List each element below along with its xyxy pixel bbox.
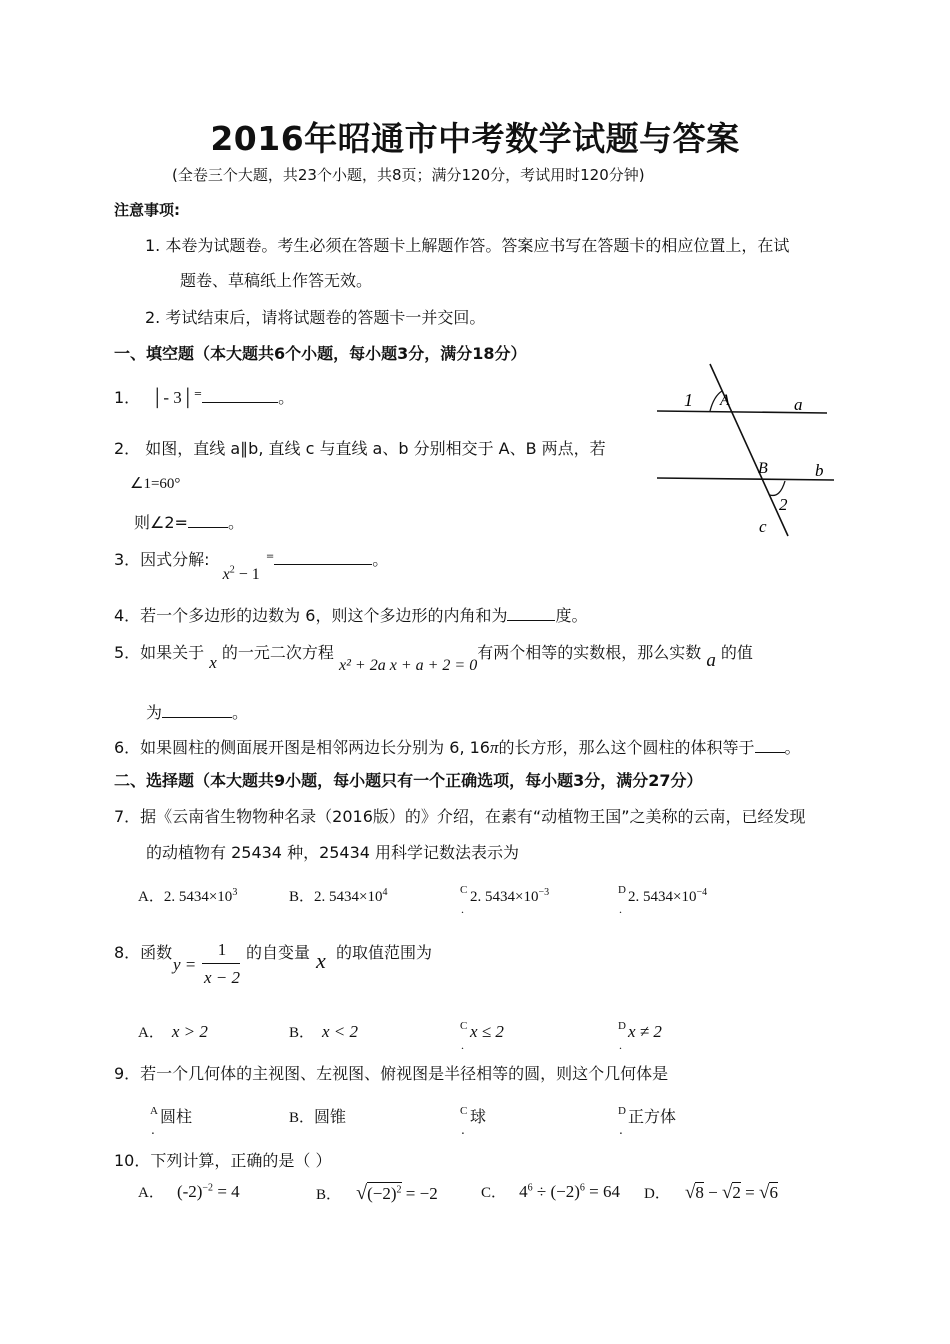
notes-item-1: 1. 本卷为试题卷。考生必须在答题卡上解题作答。答案应书写在答题卡的相应位置上，在试 — [145, 236, 790, 255]
question-8-mid-text: 的自变量 — [246, 943, 311, 962]
var-x: x — [316, 948, 326, 973]
option-label: D — [618, 884, 626, 896]
option-label: C — [460, 1020, 468, 1032]
answer-blank — [274, 550, 372, 565]
var-x: x — [209, 653, 217, 672]
sqrt-icon: √ — [684, 1182, 696, 1203]
radicand: 8 — [695, 1183, 704, 1202]
page-subtitle: (全卷三个大题，共23个小题，共8页；满分120分，考试用时120分钟) — [172, 166, 645, 184]
fraction-bar — [202, 963, 240, 964]
question-8-mid — [246, 945, 310, 961]
label-2: 2 — [779, 495, 788, 514]
exponent: 4 — [382, 887, 388, 898]
end-mark: 。 — [278, 388, 295, 407]
question-2-given: ∠1=60° — [130, 476, 181, 492]
notes-item-1-cont: 题卷、草稿纸上作答无效。 — [180, 271, 373, 290]
option-label: C — [460, 884, 468, 896]
option-mid: − — [703, 1183, 722, 1202]
question-5-text: 5．如果关于 — [114, 643, 205, 662]
exponent: −4 — [696, 887, 708, 898]
question-5-answer-pre: 为 — [146, 703, 163, 722]
sqrt-icon: √ — [721, 1182, 733, 1203]
page-title: 2016年昭通市中考数学试题与答案 — [210, 119, 740, 158]
notes-heading: 注意事项: — [114, 201, 180, 219]
answer-blank — [202, 388, 278, 403]
option-label: B． — [289, 1025, 315, 1041]
sqrt-icon: √ — [759, 1182, 770, 1203]
radicand: 2 — [732, 1183, 741, 1202]
option-value: x ≤ 2 — [470, 1022, 504, 1041]
answer-blank — [162, 703, 232, 718]
option-value: 2. 5434×10 — [163, 889, 233, 905]
question-5-mid: 的一元二次方程 — [221, 643, 334, 662]
option-value: 2. 5434×10 — [470, 889, 539, 905]
question-8-post: 的取值范围为 — [336, 943, 433, 962]
expr-rest: − 1 — [234, 566, 260, 583]
label-b: b — [815, 461, 824, 480]
option-value: x > 2 — [171, 1022, 208, 1041]
question-8-text: 8．函数 — [114, 943, 173, 962]
q9-option-c: C . 球 — [460, 1105, 487, 1137]
radicand: 6 — [769, 1183, 778, 1202]
option-base: 4 — [519, 1182, 528, 1201]
question-4-text: 4．若一个多边形的边数为 6，则这个多边形的内角和为 — [114, 606, 508, 625]
label-a: a — [794, 395, 803, 414]
q10-option-a — [138, 1183, 240, 1201]
radicand — [367, 1182, 401, 1203]
option-label: A． — [138, 889, 164, 905]
option-rest: = 64 — [584, 1182, 620, 1201]
option-rest: = 4 — [213, 1182, 240, 1201]
factor-expression — [223, 566, 260, 583]
answer-blank — [507, 606, 555, 621]
radicand-base: (−2) — [367, 1184, 397, 1203]
equals-sign: = — [265, 550, 275, 562]
option-value: 球 — [470, 1107, 487, 1126]
q10-option-d — [644, 1183, 778, 1202]
label-c: c — [759, 517, 767, 536]
option-value: 2. 5434×10 — [628, 889, 697, 905]
exponent: 6 — [527, 1182, 533, 1194]
question-5-post: 有两个相等的实数根，那么实数 — [477, 643, 702, 662]
question-2-ask-text: 则∠2= — [134, 513, 188, 532]
q8-option-c: C . x ≤ 2 — [460, 1020, 504, 1052]
exponent: 2 — [396, 1184, 402, 1196]
q9-option-a: A . 圆柱 — [150, 1105, 193, 1137]
section-heading-choice: 二、选择题（本大题共9小题，每小题只有一个正确选项，每小题3分，满分27分） — [114, 771, 703, 790]
question-6-text: 6．如果圆柱的侧面展开图是相邻两边长分别为 6, 16 — [114, 738, 490, 757]
end-mark: 度。 — [555, 606, 588, 625]
question-5-answer-line — [146, 703, 248, 721]
label-A: A — [720, 392, 730, 409]
abs-expression: │- 3│ — [151, 388, 194, 407]
option-value: 圆柱 — [160, 1107, 193, 1126]
q9-option-d: D . 正方体 — [618, 1105, 677, 1137]
q10-option-c — [481, 1183, 620, 1201]
label-1: 1 — [684, 390, 693, 410]
exponent: 2 — [229, 564, 235, 576]
q7-option-b — [289, 888, 387, 905]
answer-blank — [755, 738, 785, 753]
angle-2-arc — [770, 481, 785, 495]
option-label: A — [150, 1105, 158, 1117]
var-a: a — [706, 650, 716, 671]
exponent: −2 — [202, 1182, 214, 1194]
question-1 — [114, 388, 294, 406]
quadratic-equation: x² + 2a x + a + 2 = 0 — [339, 657, 478, 674]
option-label: A． — [138, 1185, 164, 1201]
function-y: y = — [173, 955, 197, 974]
end-mark: 。 — [372, 550, 389, 569]
q7-option-c: C . 2. $5434\times 10^{-3}$ — [460, 884, 550, 916]
option-label: D． — [644, 1186, 670, 1202]
equals-sign: = — [193, 388, 203, 400]
option-label: C — [460, 1105, 468, 1117]
option-value: 2. 5434×10 — [314, 889, 383, 905]
fraction-denominator: x − 2 — [203, 968, 241, 987]
q8-option-d: D . x ≠ 2 — [618, 1020, 662, 1052]
option-rest: = −2 — [401, 1184, 438, 1203]
line-b — [657, 478, 834, 480]
line-c — [710, 364, 788, 536]
option-mid: ÷ (−2) — [532, 1182, 580, 1201]
option-label: B． — [289, 889, 315, 905]
equals-sign: = — [740, 1183, 759, 1202]
option-value: x ≠ 2 — [628, 1022, 662, 1041]
q8-option-b — [289, 1023, 358, 1041]
option-label: C． — [481, 1185, 507, 1201]
question-10: 10．下列计算，正确的是（ ） — [114, 1151, 332, 1170]
question-number: 1． — [114, 388, 141, 407]
notes-item-2: 2. 考试结束后，请将试题卷的答题卡一并交回。 — [145, 308, 486, 327]
exponent: 6 — [579, 1182, 585, 1194]
option-value: 圆锥 — [314, 1107, 347, 1126]
option-value: x < 2 — [322, 1022, 359, 1041]
question-5 — [114, 643, 753, 674]
question-6-post: 的长方形，那么这个圆柱的体积等于 — [498, 738, 755, 757]
exponent: 3 — [232, 887, 238, 898]
q9-option-b — [289, 1109, 346, 1126]
q8-option-a — [138, 1023, 208, 1041]
parallel-lines-figure — [652, 360, 842, 545]
question-7: 7．据《云南省生物物种名录（2016版）的》介绍，在素有“动植物王国”之美称的云南，已经发现 — [114, 807, 806, 826]
answer-blank — [188, 513, 228, 528]
question-5-tail: 的值 — [720, 643, 753, 662]
end-mark: 。 — [227, 513, 244, 532]
sqrt-icon: √ — [356, 1182, 368, 1204]
question-2: 2． 如图，直线 a∥b, 直线 c 与直线 a、b 分别相交于 A、B 两点，若 — [114, 439, 606, 458]
var-x: x — [222, 566, 230, 583]
label-B: B — [758, 460, 768, 477]
pi-symbol: π — [489, 738, 499, 757]
option-label: B． — [316, 1187, 342, 1203]
end-mark: 。 — [784, 738, 801, 757]
question-3 — [114, 550, 389, 583]
q10-option-b — [316, 1183, 438, 1203]
question-2-ask — [134, 513, 244, 531]
q7-option-a — [138, 888, 237, 905]
option-label: B． — [289, 1110, 315, 1126]
option-label: D — [618, 1105, 626, 1117]
option-value: 正方体 — [628, 1107, 677, 1126]
question-6 — [114, 738, 801, 756]
fraction-numerator: 1 — [217, 940, 227, 959]
end-mark: 。 — [232, 703, 249, 722]
option-label: D — [618, 1020, 626, 1032]
option-label: A． — [138, 1025, 164, 1041]
question-9: 9．若一个几何体的主视图、左视图、俯视图是半径相等的圆，则这个几何体是 — [114, 1064, 669, 1083]
option-base: (-2) — [176, 1182, 203, 1201]
q7-option-d: D . 2. $5434\times 10^{-4}$ — [618, 884, 708, 916]
question-7-cont: 的动植物有 25434 种，25434 用科学记数法表示为 — [146, 843, 520, 862]
exponent: −3 — [538, 887, 550, 898]
question-4 — [114, 606, 587, 624]
question-8 — [114, 945, 172, 961]
section-heading-fill: 一、填空题（本大题共6个小题，每小题3分，满分18分） — [114, 344, 527, 363]
question-3-text: 3．因式分解: — [114, 550, 210, 569]
